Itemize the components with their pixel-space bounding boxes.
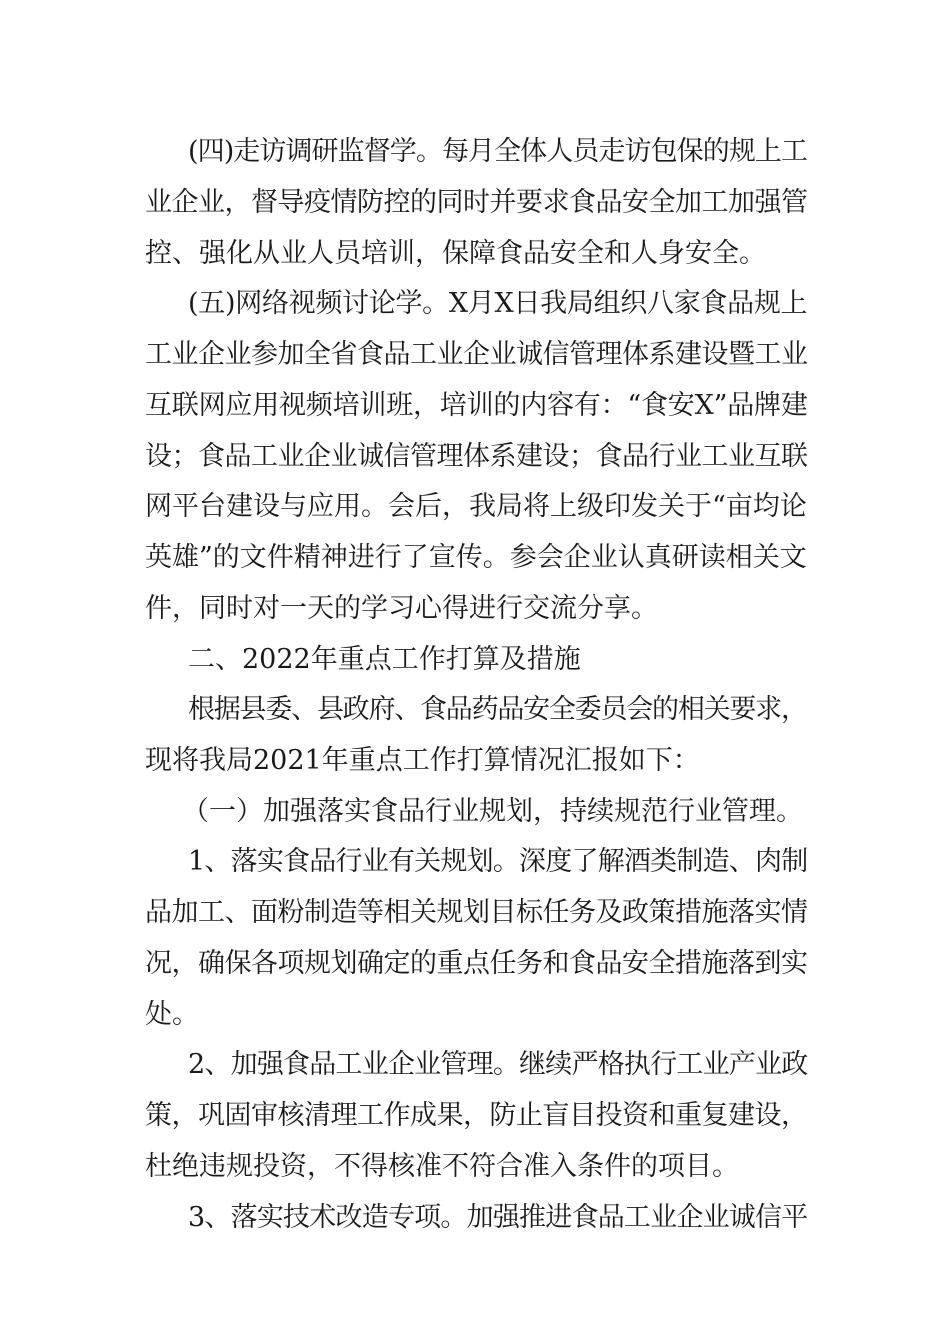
intro-line-2: 现将我局2021年重点工作打算情况汇报如下： (145, 745, 700, 776)
para-5-line-5: 网平台建设与应用。会后，我局将上级印发关于“亩均论 (145, 491, 807, 522)
item-2-line-1: 2、加强食品工业企业管理。继续严格执行工业产业政 (188, 1049, 808, 1080)
subsection-1-heading: （一）加强落实食品行业规划，持续规范行业管理。 (182, 796, 803, 827)
para-5-line-4: 设；食品工业企业诚信管理体系建设；食品行业工业互联 (145, 441, 808, 472)
item-1-line-3: 况，确保各项规划确定的重点任务和食品安全措施落到实 (145, 948, 808, 979)
para-5-line-2: 工业企业参加全省食品工业企业诚信管理体系建设暨工业 (145, 339, 808, 370)
para-4-line-2: 业企业，督导疫情防控的同时并要求食品安全加工加强管 (145, 187, 808, 218)
para-5-line-6: 英雄”的文件精神进行了宣传。参会企业认真研读相关文 (145, 542, 807, 573)
para-4-line-3: 控、强化从业人员培训，保障食品安全和人身安全。 (145, 238, 766, 269)
item-2-line-2: 策，巩固审核清理工作成果，防止盲目投资和重复建设， (145, 1100, 808, 1131)
para-5-line-7: 件，同时对一天的学习心得进行交流分享。 (145, 593, 658, 624)
para-5-line-1: (五)网络视频讨论学。X月X日我局组织八家食品规上 (188, 288, 808, 319)
para-5-line-3: 互联网应用视频培训班，培训的内容有：“食安X”品牌建 (145, 390, 808, 421)
section-heading: 二、2022年重点工作打算及措施 (188, 644, 581, 675)
item-1-line-2: 品加工、面粉制造等相关规划目标任务及政策措施落实情 (145, 897, 808, 928)
item-2-line-3: 杜绝违规投资，不得核准不符合准入条件的项目。 (145, 1151, 739, 1182)
item-1-line-1: 1、落实食品行业有关规划。深度了解酒类制造、肉制 (188, 846, 808, 877)
para-4-line-1: (四)走访调研监督学。每月全体人员走访包保的规上工 (188, 136, 808, 167)
intro-line-1: 根据县委、县政府、食品药品安全委员会的相关要求， (188, 694, 807, 725)
item-3-line-1: 3、落实技术改造专项。加强推进食品工业企业诚信平 (188, 1202, 808, 1233)
item-1-line-4: 处。 (145, 999, 199, 1030)
